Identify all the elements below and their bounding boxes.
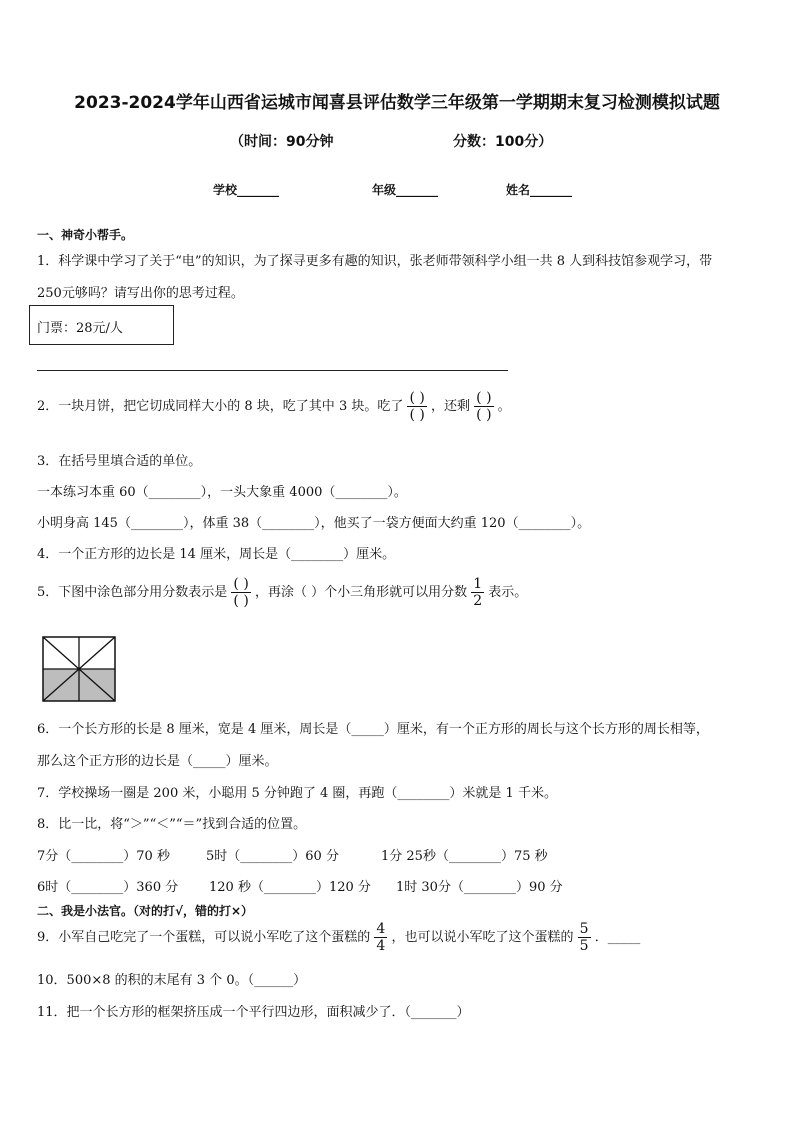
- shaded-square-figure: [42, 636, 116, 702]
- eaten-numerator-blank: ( ): [409, 390, 425, 406]
- remaining-numerator-blank: ( ): [476, 390, 492, 406]
- exam-time: （时间：90分钟: [230, 134, 334, 150]
- question-6-line-1: 6．一个长方形的长是 8 厘米，宽是 4 厘米，周长是（_____）厘米，有一个正方形的周长与这个长方形的周长相等，: [37, 722, 709, 737]
- one-half-denominator: 2: [473, 593, 483, 609]
- question-5-lead: 5．下图中涂色部分用分数表示是: [37, 585, 228, 600]
- one-half-fraction: [471, 576, 484, 609]
- eaten-fraction-blank: [407, 390, 426, 423]
- question-9-lead: 9．小军自己吃完了一个蛋糕，可以说小军吃了这个蛋糕的: [37, 930, 371, 945]
- compare-item: 6时（________）360 分: [37, 880, 179, 895]
- question-3-line-2: 小明身高 145（________），体重 38（________），他买了一袋方便面大约重 120（________）。: [37, 516, 591, 531]
- five-fifths-numerator: 5: [579, 921, 589, 937]
- question-10: 10．500×8 的积的末尾有 3 个 0。（______）: [37, 973, 307, 988]
- compare-item: 7分（________）70 秒: [37, 849, 170, 864]
- compare-item: 120 秒（________）120 分: [209, 880, 371, 895]
- remaining-denominator-blank: ( ): [476, 407, 492, 423]
- five-fifths-denominator: 5: [579, 938, 589, 954]
- question-3: 3．在括号里填合适的单位。: [37, 454, 202, 469]
- question-5-tail: 表示。: [488, 585, 528, 600]
- question-7: 7．学校操场一圈是 200 米，小聪用 5 分钟跑了 4 圈，再跑（________）米就是 1 千米。: [37, 786, 557, 801]
- question-9-mid: ，也可以说小军吃了这个蛋糕的: [391, 930, 574, 945]
- question-5-mid: ，再涂（ ）个小三角形就可以用分数: [254, 585, 468, 600]
- question-2: [37, 390, 511, 423]
- shaded-fraction-blank: [231, 576, 250, 609]
- compare-item: 1时 30分（________）90 分: [396, 880, 563, 895]
- shaded-denominator-blank: ( ): [233, 593, 249, 609]
- question-1-line-2: 250元够吗？请写出你的思考过程。: [37, 286, 244, 301]
- exam-score: 分数：100分）: [453, 134, 553, 150]
- four-fourths-numerator: 4: [376, 921, 386, 937]
- question-6-line-2: 那么这个正方形的边长是（_____）厘米。: [37, 754, 278, 769]
- question-3-line-1: 一本练习本重 60（________），一头大象重 4000（________）。: [37, 485, 407, 500]
- compare-item: 5时（________）60 分: [206, 849, 339, 864]
- five-fifths-fraction: [578, 921, 591, 954]
- question-1-line-1: 1．科学课中学习了关于“电”的知识，为了探寻更多有趣的知识，张老师带领科学小组一共 8 人到科技馆参观学习，带: [37, 254, 713, 269]
- question-9: [37, 921, 640, 954]
- shaded-numerator-blank: ( ): [233, 576, 249, 592]
- question-5: [37, 576, 527, 609]
- school-field: 学校_______: [213, 183, 280, 197]
- question-2-lead: 2．一块月饼，把它切成同样大小的 8 块，吃了其中 3 块。吃了: [37, 399, 404, 414]
- name-field: 姓名_______: [506, 183, 573, 197]
- ticket-box: 门票：28元/人: [29, 305, 174, 345]
- page-title: 2023-2024学年山西省运城市闻喜县评估数学三年级第一学期期末复习检测模拟试题: [74, 93, 720, 113]
- question-2-tail: 。: [497, 399, 511, 414]
- question-8: 8．比一比，将“＞”“＜”“＝”找到合适的位置。: [37, 817, 307, 832]
- answer-line: [37, 370, 508, 371]
- one-half-numerator: 1: [473, 576, 483, 592]
- section-2-heading: 二、我是小法官。（对的打√，错的打×）: [37, 904, 254, 918]
- question-11: 11．把一个长方形的框架挤压成一个平行四边形，面积减少了．（_______）: [37, 1005, 470, 1020]
- section-1-heading: 一、神奇小帮手。: [37, 228, 134, 242]
- remaining-fraction-blank: [474, 390, 493, 423]
- grade-field: 年级_______: [372, 183, 439, 197]
- four-fourths-denominator: 4: [376, 938, 386, 954]
- question-2-mid: ，还剩: [431, 399, 471, 414]
- eaten-denominator-blank: ( ): [409, 407, 425, 423]
- compare-item: 1分 25秒（________）75 秒: [381, 849, 548, 864]
- question-4: 4．一个正方形的边长是 14 厘米，周长是（________）厘米。: [37, 547, 396, 562]
- four-fourths-fraction: [374, 921, 387, 954]
- question-9-tail: ．_____: [594, 930, 641, 945]
